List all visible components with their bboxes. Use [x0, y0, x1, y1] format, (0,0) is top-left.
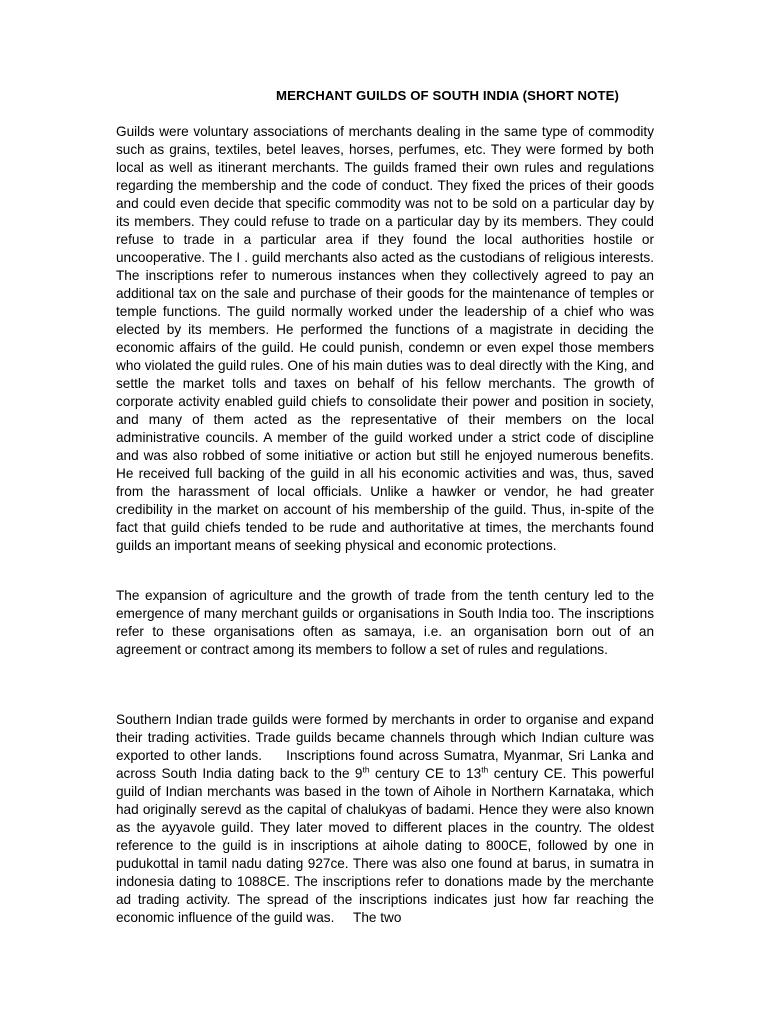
paragraph-expansion-of-trade: The expansion of agriculture and the growth of trade from the tenth century led to the emergence of many merchant guilds or organisations in South India too. The inscriptions refer to these organisations often as samaya, i.e. an organisation born out of an agreement or contract among its members to follow a set of rules and regulations. [116, 588, 654, 657]
superscript-th-1: th [362, 764, 370, 775]
paragraph-3-text-part-1: Southern Indian trade guilds were formed by merchants in order to organise and expand their trading activities. Trade guilds became channels through which Indian culture was exported to other lands. Inscriptions found across Sumatra, Myanmar, Sri Lanka and across South India dating back to the 9 [116, 712, 654, 781]
paragraph-southern-trade-guilds [116, 711, 654, 927]
paragraph-3-text-part-3: century CE. This powerful guild of Indian merchants was based in the town of Aihole in Northern Karnataka, which had originally serevd as the capital of chalukyas of badami. Hence they were also known as the ayyavole guild. They later moved to different places in the country. The oldest reference to the guild is in inscriptions at aihole dating to 800CE, followed by one in pudukottal in tamil nadu dating 927ce. There was also one found at barus, in sumatra in indonesia dating to 1088CE. The inscriptions refer to donations made by the merchante ad trading activity. The spread of the inscriptions indicates just how far reaching the economic influence of the guild was. The two [116, 766, 654, 925]
document-title: MERCHANT GUILDS OF SOUTH INDIA (SHORT NOTE) [276, 88, 620, 103]
superscript-th-2: th [481, 764, 489, 775]
paragraph-guilds-overview: Guilds were voluntary associations of merchants dealing in the same type of commodity such as grains, textiles, betel leaves, horses, perfumes, etc. They were formed by both local as well as itinerant merchants. The guilds framed their own rules and regulations regarding the membership and the code of conduct. They fixed the prices of their goods and could even decide that specific commodity was not to be sold on a particular day by its members. They could refuse to trade on a particular day by its members. They could refuse to trade in a particular area if they found the local authorities hostile or uncooperative. The I . guild merchants also acted as the custodians of religious interests. The inscriptions refer to numerous instances when they collectively agreed to pay an additional tax on the sale and purchase of their goods for the maintenance of temples or temple functions. The guild normally worked under the leadership of a chief who was elected by its members. He performed the functions of a magistrate in deciding the economic affairs of the guild. He could punish, condemn or even expel those members who violated the guild rules. One of his main duties was to deal directly with the King, and settle the market tolls and taxes on behalf of his fellow merchants. The growth of corporate activity enabled guild chiefs to consolidate their power and position in society, and many of them acted as the representative of their members on the local administrative councils. A member of the guild worked under a strict code of discipline and was also robbed of some initiative or action but still he enjoyed numerous benefits. He received full backing of the guild in all his economic activities and was, thus, saved from the harassment of local officials. Unlike a hawker or vendor, he had greater credibility in the market on account of his membership of the guild. Thus, in-spite of the fact that guild chiefs tended to be rude and authoritative at times, the merchants found guilds an important means of seeking physical and economic protections. [116, 124, 655, 553]
paragraph-3-text-part-2: century CE to 13 [369, 766, 482, 781]
